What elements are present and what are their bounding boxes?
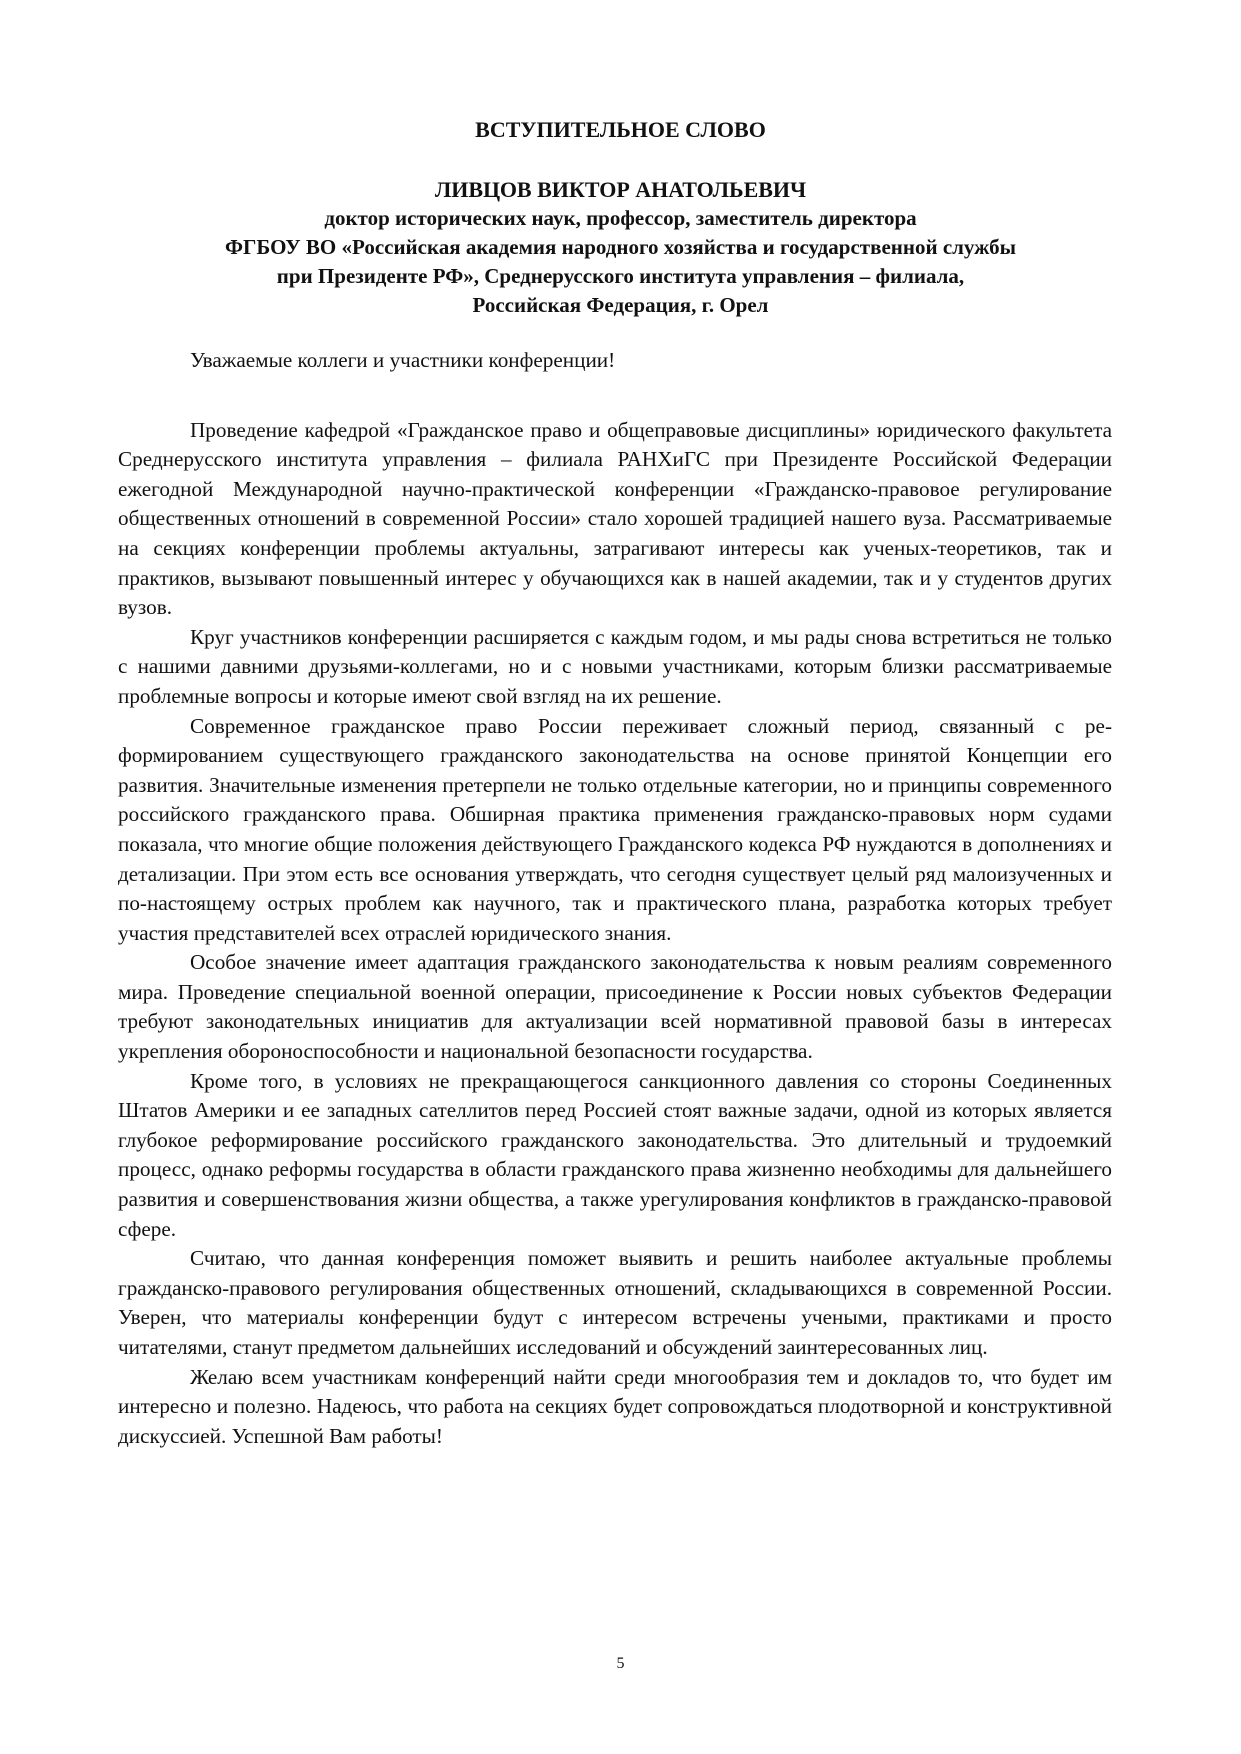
body-paragraph: Считаю, что данная конференция поможет выявить и решить наиболее актуальные проблемы гражданско-правового регулирования общественных отношений, складывающихся в современной России. Уверен, что материалы конференции будут с интересом встречены учеными, практиками и просто читателями, станут предметом дальнейших исследований и обсуждений заинтересованных лиц. <box>118 1246 1112 1359</box>
body-paragraph: Желаю всем участникам конференций найти среди многообразия тем и докладов то, что будет им интересно и полезно. Надеюсь, что работа на секциях будет сопровождаться плодотворной и конструктивной дискуссией. Успешной Вам работы! <box>118 1364 1112 1448</box>
body-paragraph: Современное гражданское право России переживает сложный период, связанный с реформированием существующего гражданского законодательства на основе принятой Концепции его развития. Значительные изменения претерпели не только отдельные категории, но и принципы современного российского гражданского права. Обширная практика применения гражданско-правовых норм судами показала, что многие общие положения действующего Гражданского кодекса РФ нуждаются в дополнениях и детализации. При этом есть все основания утверждать, что сегодня существует целый ряд малоизученных и по-настоящему острых проблем как научного, так и практического плана, разработка которых требует участия представителей всех отраслей юридического знания. <box>118 713 1112 945</box>
affiliation-line: доктор исторических наук, профессор, заместитель директора <box>324 206 917 230</box>
author-name: ЛИВЦОВ ВИКТОР АНАТОЛЬЕВИЧ <box>434 177 807 202</box>
page-number: 5 <box>616 1655 625 1672</box>
body-text <box>118 346 1112 1451</box>
affiliation-line: Российская Федерация, г. Орел <box>472 293 769 317</box>
document-title: ВСТУПИТЕЛЬНОЕ СЛОВО <box>475 117 766 142</box>
greeting: Уважаемые коллеги и участники конференции! <box>190 348 616 372</box>
body-paragraph: Круг участников конференции расширяется с каждым годом, и мы рады снова встретиться не только с нашими давними друзьями-коллегами, но и с новыми участниками, которым близки рассматриваемые проблемные вопросы и которые имеют свой взгляд на их решение. <box>118 624 1112 708</box>
body-paragraph: Проведение кафедрой «Гражданское право и общеправовые дисциплины» юридического факультета Среднерусского института управления – филиала РАНХиГС при Президенте Российской Федерации ежегодной Международной научно-практической конференции «Гражданско-правовое регулирование общественных отношений в современной России» стало хорошей традицией нашего вуза. Рассматриваемые на секциях конференции проблемы актуальны, затрагивают интересы как ученых-теоретиков, так и практиков, вызывают повышенный интерес у обучающихся как в нашей академии, так и у студентов других вузов. <box>118 417 1112 620</box>
author-block <box>0 175 1241 320</box>
body-paragraph: Кроме того, в условиях не прекращающегося санкционного давления со стороны Соединенных Штатов Америки и ее западных сателлитов перед Россией стоят важные задачи, одной из которых является глубокое реформирование российского гражданского законодательства. Это длительный и трудоемкий процесс, однако реформы государства в области гражданского права жизненно необходимы для дальнейшего развития и совершенствования жизни общества, а также урегулирования конфликтов в гражданско-правовой сфере. <box>118 1068 1112 1241</box>
body-paragraph: Особое значение имеет адаптация гражданского законодательства к новым реалиям современного мира. Проведение специальной военной операции, присоединение к России новых субъектов Федерации требуют законодательных инициатив для актуализации всей нормативной правовой базы в интересах укрепления обороноспособности и национальной безопасности государства. <box>118 950 1112 1064</box>
affiliation-line: ФГБОУ ВО «Российская академия народного хозяйства и государственной службы <box>224 235 1017 259</box>
affiliation-line: при Президенте РФ», Среднерусского института управления – филиала, <box>276 264 965 288</box>
